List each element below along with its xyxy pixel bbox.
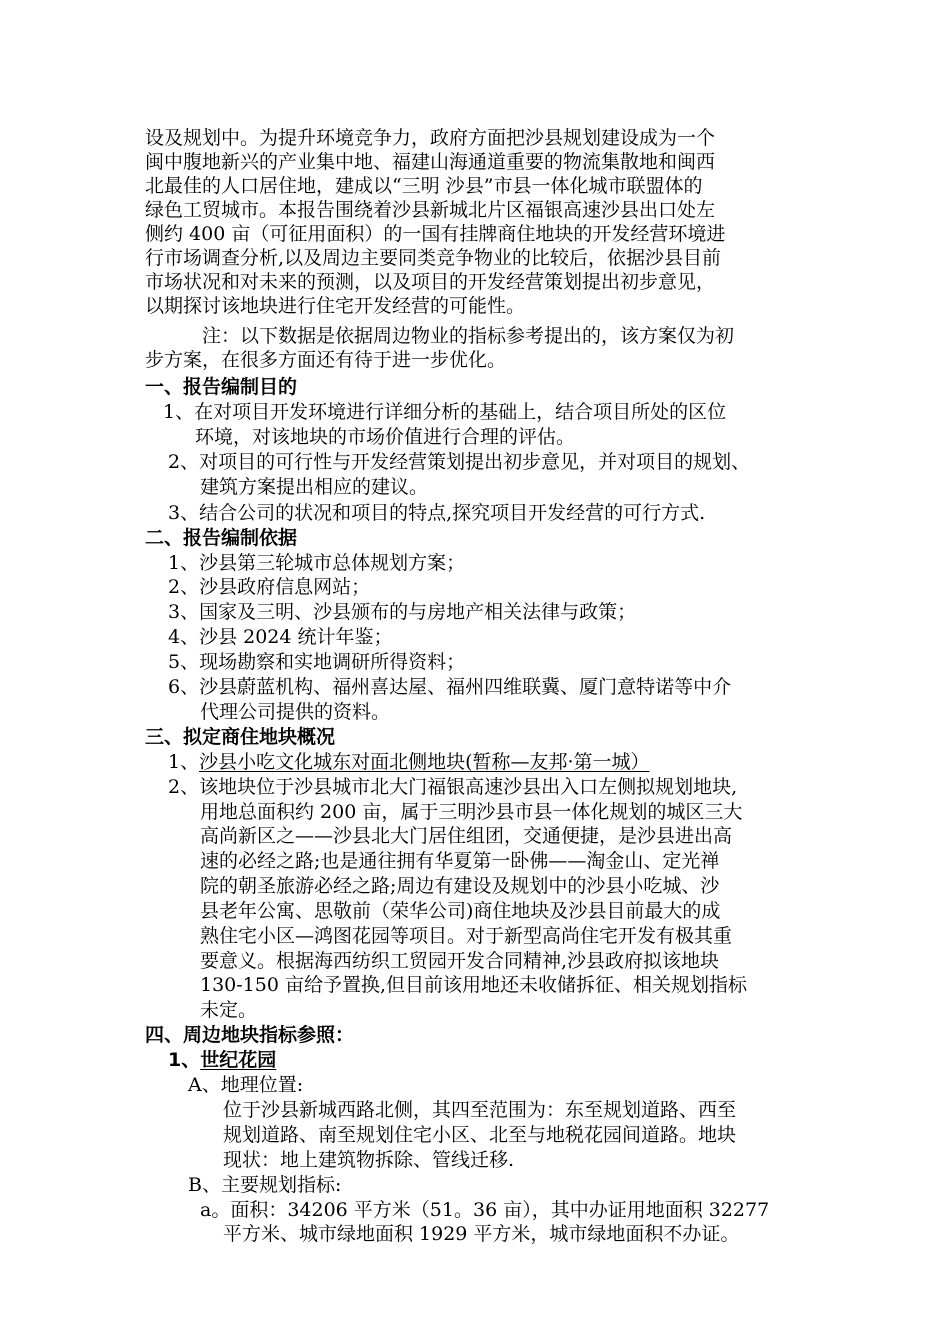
- intro-line: 设及规划中。为提升环境竞争力，政府方面把沙县规划建设成为一个: [145, 127, 716, 149]
- list-item-continuation: 县老年公寓、思敬前（荣华公司)商住地块及沙县目前最大的成: [200, 900, 721, 922]
- list-item-number: 1、: [168, 751, 200, 773]
- intro-line: 绿色工贸城市。本报告围绕着沙县新城北片区福银高速沙县出口处左: [145, 199, 716, 221]
- list-item-continuation: 院的朝圣旅游必经之路;周边有建设及规划中的沙县小吃城、沙: [200, 875, 720, 897]
- list-item-continuation: 用地总面积约 200 亩，属于三明沙县市县一体化规划的城区三大: [200, 801, 743, 823]
- list-item-continuation: 高尚新区之——沙县北大门居住组团，交通便捷，是沙县进出高: [200, 825, 733, 847]
- intro-line: 侧约 400 亩（可征用面积）的一国有挂牌商住地块的开发经营环境进: [145, 223, 726, 245]
- list-item-continuation: 熟住宅小区—鸿图花园等项目。对于新型高尚住宅开发有极其重: [200, 925, 733, 947]
- site-name: 沙县小吃文化城东对面北侧地块(暂称—友邦·第一城）: [199, 751, 650, 773]
- item-text: 现状：地上建筑物拆除、管线迁移.: [223, 1149, 515, 1171]
- intro-line: 北最佳的人口居住地，建成以“三明 沙县”市县一体化城市联盟体的: [145, 175, 703, 197]
- list-item: 4、沙县 2024 统计年鉴；: [168, 626, 393, 648]
- list-item-continuation: 速的必经之路;也是通往拥有华夏第一卧佛——淘金山、定光禅: [200, 850, 720, 872]
- intro-line: 以期探讨该地块进行住宅开发经营的可能性。: [145, 295, 526, 317]
- list-item-continuation: 未定。: [200, 999, 258, 1021]
- list-item: 3、国家及三明、沙县颁布的与房地产相关法律与政策；: [168, 601, 637, 623]
- list-item-continuation: 环境，对该地块的市场价值进行合理的评估。: [195, 426, 576, 448]
- note-line: 注：以下数据是依据周边物业的指标参考提出的，该方案仅为初: [202, 325, 735, 347]
- intro-line: 闽中腹地新兴的产业集中地、福建山海通道重要的物流集散地和闽西: [145, 151, 716, 173]
- intro-line: 市场状况和对未来的预测，以及项目的开发经营策划提出初步意见，: [145, 271, 716, 293]
- list-item-continuation: 要意义。根据海西纺织工贸园开发合同精神,沙县政府拟该地块: [200, 950, 720, 972]
- list-item: 2、对项目的可行性与开发经营策划提出初步意见，并对项目的规划、: [168, 451, 751, 473]
- intro-line: 行市场调查分析,以及周边主要同类竞争物业的比较后，依据沙县目前: [145, 247, 722, 269]
- subsection-number: 1、: [168, 1049, 201, 1071]
- section-heading: 一、报告编制目的: [145, 376, 298, 398]
- item-label: B、主要规划指标:: [188, 1174, 342, 1196]
- list-item: 2、沙县政府信息网站；: [168, 576, 371, 598]
- list-item: 1、沙县第三轮城市总体规划方案；: [168, 552, 466, 574]
- list-item-continuation: 建筑方案提出相应的建议。: [200, 476, 429, 498]
- subsection-heading: [168, 1048, 276, 1072]
- item-text: 位于沙县新城西路北侧，其四至范围为：东至规划道路、西至: [223, 1099, 737, 1121]
- list-item: [168, 750, 650, 774]
- list-item-continuation: 代理公司提供的资料。: [200, 701, 391, 723]
- note-line: 步方案，在很多方面还有待于进一步优化。: [145, 349, 507, 371]
- list-item: 5、现场勘察和实地调研所得资料；: [168, 651, 466, 673]
- item-label: A、地理位置:: [188, 1074, 304, 1096]
- item-text: 平方米、城市绿地面积 1929 平方米，城市绿地面积不办证。: [223, 1223, 740, 1245]
- list-item: 3、结合公司的状况和项目的特点,探究项目开发经营的可行方式.: [168, 502, 706, 524]
- section-heading: 四、周边地块指标参照：: [145, 1024, 355, 1046]
- section-heading: 三、拟定商住地块概况: [145, 726, 336, 748]
- list-item: 2、该地块位于沙县城市北大门福银高速沙县出入口左侧拟规划地块,: [168, 776, 738, 798]
- section-heading: 二、报告编制依据: [145, 527, 298, 549]
- list-item: 6、沙县蔚蓝机构、福州喜达屋、福州四维联冀、厦门意特诺等中介: [168, 676, 732, 698]
- item-text: a。面积：34206 平方米（51。36 亩），其中办证用地面积 32277: [200, 1199, 770, 1221]
- list-item: 1、在对项目开发环境进行详细分析的基础上，结合项目所处的区位: [163, 401, 727, 423]
- item-text: 规划道路、南至规划住宅小区、北至与地税花园间道路。地块: [223, 1124, 737, 1146]
- subsection-name: 世纪花园: [200, 1049, 277, 1071]
- list-item-continuation: 130-150 亩给予置换,但目前该用地还未收储拆征、相关规划指标: [200, 974, 748, 996]
